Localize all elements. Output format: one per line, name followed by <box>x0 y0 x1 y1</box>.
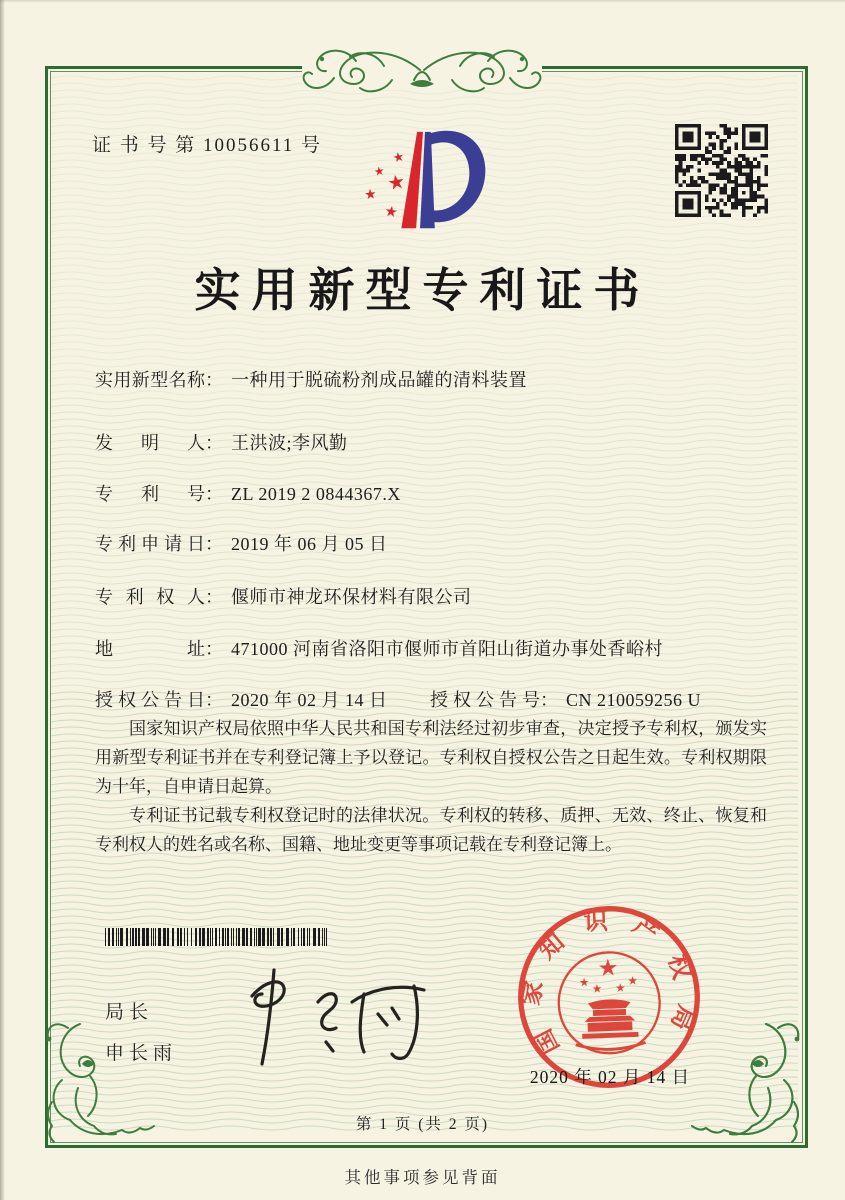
field-colon: ： <box>205 639 223 659</box>
page-number: 第 1 页 (共 2 页) <box>355 1116 490 1133</box>
field-colon: ： <box>540 690 558 710</box>
field-value: 471000 河南省洛阳市偃师市首阳山街道办事处香峪村 <box>231 639 663 659</box>
scan-edge-shadow <box>0 0 5 1200</box>
national-emblem <box>557 951 661 1055</box>
grant-number-pair <box>430 686 701 712</box>
grant-number-value: CN 210059256 U <box>566 690 702 710</box>
svg-text:★: ★ <box>597 954 619 983</box>
back-side-note: 其他事项参见背面 <box>344 1168 501 1187</box>
field-colon: ： <box>205 370 223 390</box>
field-value: 2019 年 06 月 05 日 <box>231 534 388 554</box>
field-value: 偃师市神龙环保材料有限公司 <box>231 587 472 607</box>
field-colon: ： <box>205 433 223 453</box>
scan-edge-shadow-top <box>0 0 845 3</box>
field-row-address <box>95 635 765 661</box>
director-block <box>105 992 177 1074</box>
field-colon: ： <box>205 484 223 504</box>
field-row-invention-name <box>95 366 765 392</box>
legal-paragraph-1: 国家知识产权局依照中华人民共和国专利法经过初步审查，决定授予专利权，颁发实用新型专利证书并在专利登记簿上予以登记。专利权自授权公告之日起生效。专利权期限为十年，自申请日起算。 <box>95 719 767 796</box>
qr-code-icon <box>675 124 768 217</box>
top-border-ornament-icon <box>292 40 552 102</box>
field-row-inventors <box>95 429 765 455</box>
field-value: ZL 2019 2 0844367.X <box>231 484 401 504</box>
barcode-icon <box>105 928 329 946</box>
grant-date-value: 2020 年 02 月 14 日 <box>231 690 388 710</box>
field-row-patentee <box>95 583 765 609</box>
field-label: 专利权人 <box>95 587 205 607</box>
grant-date-label: 授权公告日 <box>95 690 205 710</box>
director-name: 申长雨 <box>105 1043 178 1064</box>
field-label: 地址 <box>95 639 205 659</box>
legal-paragraphs <box>95 714 767 859</box>
svg-text:★: ★ <box>591 981 603 996</box>
field-row-patent-number <box>95 480 765 506</box>
field-label: 专利号 <box>95 484 205 504</box>
field-colon: ： <box>205 690 223 710</box>
certificate-number: 证 书 号 第 10056611 号 <box>92 135 323 156</box>
cnipa-logo-icon <box>342 124 502 242</box>
svg-text:★: ★ <box>372 163 386 179</box>
seal-ring-text: 国家知识产权局 <box>517 907 701 1059</box>
field-colon: ： <box>205 534 223 554</box>
certificate-title: 实用新型专利证书 <box>194 265 651 316</box>
field-row-grant <box>95 686 765 712</box>
seal-date: 2020 年 02 月 14 日 <box>529 1067 691 1087</box>
field-label: 实用新型名称 <box>95 370 205 390</box>
field-value: 王洪波;李风勤 <box>231 433 348 453</box>
svg-text:★: ★ <box>383 202 399 222</box>
field-label: 发明人 <box>95 433 205 453</box>
grant-number-label: 授权公告号 <box>430 690 540 710</box>
director-signature-icon <box>222 962 437 1072</box>
field-value: 一种用于脱硫粉剂成品罐的清料装置 <box>231 370 527 390</box>
svg-text:★: ★ <box>614 980 626 995</box>
director-title: 局长 <box>105 1002 154 1023</box>
svg-text:★: ★ <box>578 975 590 990</box>
field-label: 专利申请日 <box>95 534 205 554</box>
svg-text:★: ★ <box>391 149 406 167</box>
svg-text:★: ★ <box>363 186 378 204</box>
legal-paragraph-2: 专利证书记载专利权登记时的法律状况。专利权的转移、质押、无效、终止、恢复和专利权人的姓名或名称、国籍、地址变更等事项记载在专利登记簿上。 <box>95 806 767 854</box>
svg-text:★: ★ <box>385 169 407 196</box>
field-colon: ： <box>205 587 223 607</box>
svg-text:★: ★ <box>627 973 639 988</box>
field-row-filing-date <box>95 530 765 556</box>
